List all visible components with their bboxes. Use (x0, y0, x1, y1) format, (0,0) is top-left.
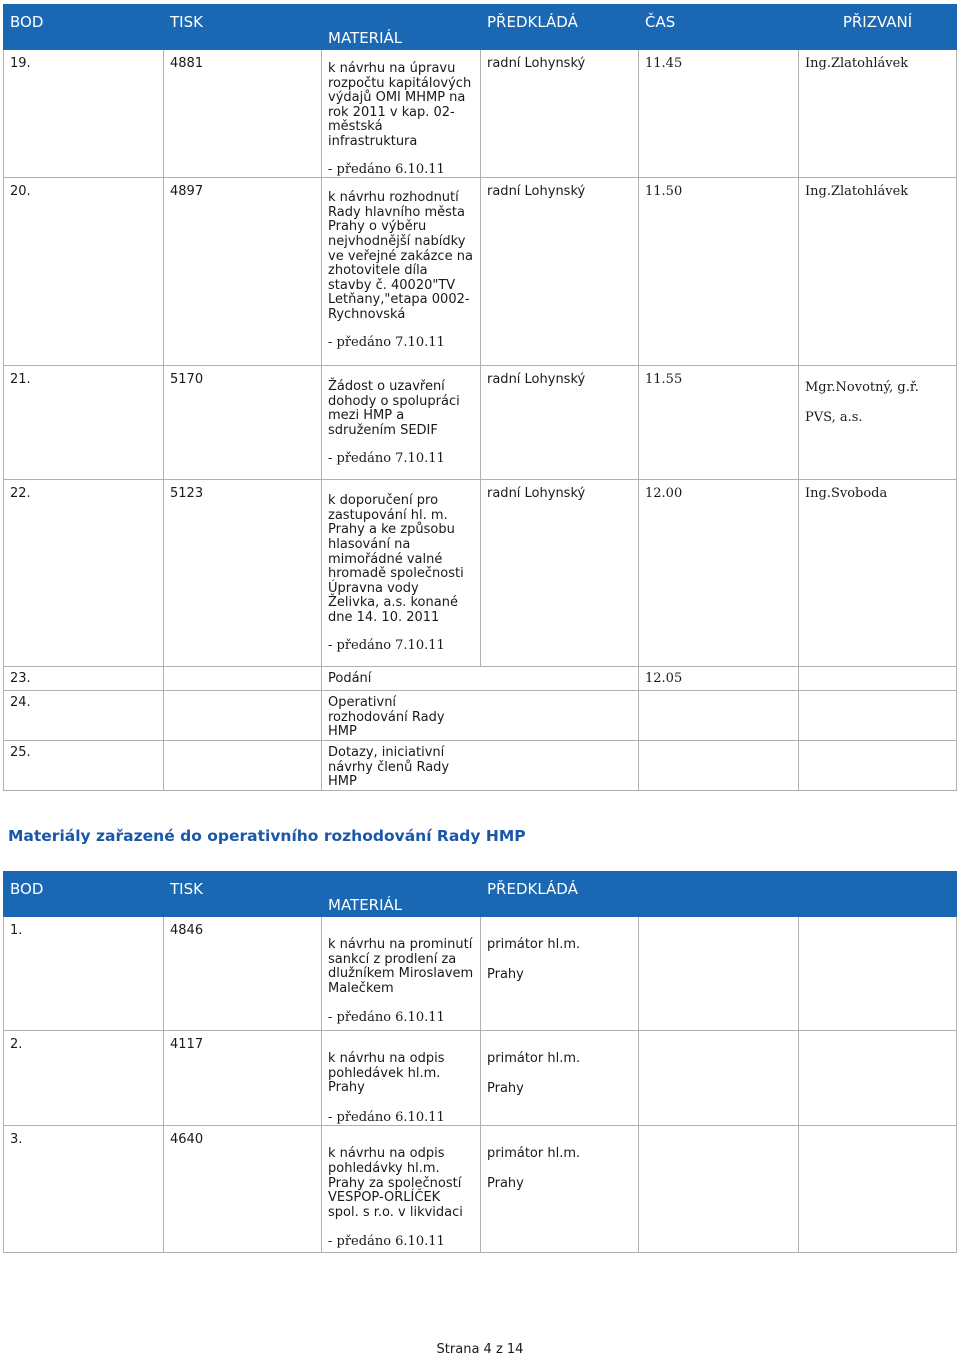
handed-over-date: - předáno 6.10.11 (328, 1234, 445, 1250)
bod-cell: 3. (4, 1126, 164, 1253)
material-text: k doporučení pro zastupování hl. m. Prahy a ke způsobu hlasování na mimořádné valné hromadě společnosti Úpravna vody Želivka, a.s. konané dne 14. 10. 2011 (328, 493, 464, 625)
invited-org: PVS, a.s. (805, 409, 863, 425)
material-text: k návrhu na prominutí sankcí z prodlení za dlužníkem Miroslavem Malečkem (328, 937, 474, 996)
invited-cell: Ing.Svoboda (799, 480, 957, 667)
header-cas: ČAS (639, 5, 799, 50)
empty-cell (799, 1126, 957, 1253)
bod-cell: 23. (4, 667, 164, 691)
bod-cell: 25. (4, 740, 164, 790)
time-cell: 11.55 (639, 366, 799, 480)
operative-table (3, 871, 957, 1253)
empty-cell (799, 1031, 957, 1126)
tisk-cell: 5123 (164, 480, 322, 667)
material-text: k návrhu na odpis pohledávek hl.m. Prahy (328, 1051, 445, 1096)
header-bod: BOD (4, 5, 164, 50)
material-cell: Operativní rozhodování Rady HMP (322, 691, 481, 741)
table-row (4, 667, 957, 691)
presenter-cell (481, 691, 639, 741)
presenter-line: Prahy (487, 1080, 524, 1096)
time-cell: 11.45 (639, 50, 799, 178)
tisk-cell: 5170 (164, 366, 322, 480)
material-cell (322, 1031, 481, 1126)
presenter-cell: radní Lohynský (481, 50, 639, 178)
handed-over-date: - předáno 7.10.11 (328, 334, 445, 350)
bod-cell: 1. (4, 917, 164, 1031)
presenter-line: Prahy (487, 966, 524, 982)
material-text: k návrhu rozhodnutí Rady hlavního města Prahy o výběru nejvhodnější nabídky ve veřejné zakázce na zhotovitele díla stavby č. 40020"TV Letňany,"etapa 0002-Rychnovská (328, 190, 473, 322)
empty-cell (639, 1126, 799, 1253)
presenter-cell: radní Lohynský (481, 178, 639, 366)
presenter-cell (481, 667, 639, 691)
material-cell (322, 917, 481, 1031)
table-row (4, 1031, 957, 1126)
table-row (4, 480, 957, 667)
handed-over-date: - předáno 6.10.11 (328, 161, 445, 177)
presenter-line: primátor hl.m. (487, 1146, 581, 1162)
time-cell: 12.00 (639, 480, 799, 667)
bod-cell: 21. (4, 366, 164, 480)
table-row (4, 178, 957, 366)
table-row (4, 366, 957, 480)
presenter-cell (481, 1031, 639, 1126)
invited-cell: Ing.Zlatohlávek (799, 50, 957, 178)
time-cell: 11.50 (639, 178, 799, 366)
bod-cell: 24. (4, 691, 164, 741)
table-row (4, 1126, 957, 1253)
tisk-cell (164, 667, 322, 691)
header-bod: BOD (4, 872, 164, 917)
handed-over-date: - předáno 7.10.11 (328, 637, 445, 653)
material-cell (322, 50, 481, 178)
page-footer: Strana 4 z 14 (436, 1342, 524, 1357)
bod-cell: 2. (4, 1031, 164, 1126)
presenter-cell (481, 917, 639, 1031)
tisk-cell (164, 740, 322, 790)
header-material: MATERIÁL (322, 5, 481, 50)
bod-cell: 20. (4, 178, 164, 366)
header-tisk: TISK (164, 872, 322, 917)
table-row (4, 917, 957, 1031)
bod-cell: 22. (4, 480, 164, 667)
tisk-cell: 4117 (164, 1031, 322, 1126)
empty-cell (799, 917, 957, 1031)
tisk-cell: 4881 (164, 50, 322, 178)
material-cell (322, 1126, 481, 1253)
invited-cell (799, 740, 957, 790)
presenter-cell (481, 740, 639, 790)
bod-cell: 19. (4, 50, 164, 178)
presenter-line: primátor hl.m. (487, 1051, 581, 1066)
header-empty (799, 872, 957, 917)
invited-cell (799, 691, 957, 741)
empty-cell (639, 1031, 799, 1126)
presenter-cell: radní Lohynský (481, 366, 639, 480)
material-cell: Podání (322, 667, 481, 691)
table-row (4, 740, 957, 790)
presenter-line: primátor hl.m. (487, 937, 581, 952)
material-cell (322, 480, 481, 667)
section-title: Materiály zařazené do operativního rozhodování Rady HMP (8, 827, 526, 845)
tisk-cell (164, 691, 322, 741)
presenter-cell: radní Lohynský (481, 480, 639, 667)
header-tisk: TISK (164, 5, 322, 50)
table-row (4, 691, 957, 741)
header-material: MATERIÁL (322, 872, 481, 917)
invited-name: Mgr.Novotný, g.ř. (805, 380, 919, 396)
tisk-cell: 4640 (164, 1126, 322, 1253)
handed-over-date: - předáno 7.10.11 (328, 450, 445, 466)
header-empty (639, 872, 799, 917)
invited-cell (799, 667, 957, 691)
empty-cell (639, 917, 799, 1031)
presenter-line: Prahy (487, 1175, 524, 1191)
handed-over-date: - předáno 6.10.11 (328, 1010, 445, 1026)
material-cell (322, 366, 481, 480)
header-predklada: PŘEDKLÁDÁ (481, 5, 639, 50)
material-cell (322, 178, 481, 366)
time-cell (639, 740, 799, 790)
invited-cell: Ing.Zlatohlávek (799, 178, 957, 366)
presenter-cell (481, 1126, 639, 1253)
tisk-cell: 4846 (164, 917, 322, 1031)
material-text: Žádost o uzavření dohody o spolupráci mezi HMP a sdružením SEDIF (328, 379, 460, 438)
header-predklada: PŘEDKLÁDÁ (481, 872, 639, 917)
table-row (4, 50, 957, 178)
tisk-cell: 4897 (164, 178, 322, 366)
time-cell: 12.05 (639, 667, 799, 691)
material-text: k návrhu na úpravu rozpočtu kapitálových výdajů OMI MHMP na rok 2011 v kap. 02- městská infrastruktura (328, 61, 472, 149)
invited-cell (799, 366, 957, 480)
header-prizvani: PŘIZVANÍ (799, 5, 957, 50)
material-text: k návrhu na odpis pohledávky hl.m. Prahy za společností VESPOP-ORLÍČEK spol. s r.o. v likvidaci (328, 1146, 463, 1220)
time-cell (639, 691, 799, 741)
agenda-table (3, 4, 957, 791)
handed-over-date: - předáno 6.10.11 (328, 1109, 445, 1125)
material-cell: Dotazy, iniciativní návrhy členů Rady HMP (322, 740, 481, 790)
